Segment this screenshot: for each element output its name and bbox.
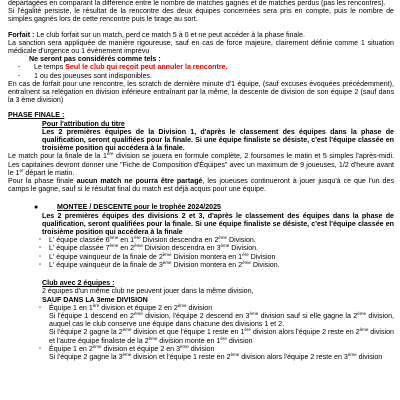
square-bullet-icon: ▫ [39,261,42,268]
phase-finale-text-2-bold: aucun match ne pourra être partagé [76,177,203,186]
club2-item-1: Équipe 1 en 1ère division et équipe 2 en 2ème division [49,302,213,312]
club2-sauf: SAUF DANS LA 3eme DIVISION [42,295,148,304]
phase-finale-bold-block: Les 2 premières équipes de la Division 1, d'après le classement des équipes dans la phase de qualification, seront qualifiées pour la finale. Si une équipe finaliste se désiste, c'est l'équipe classée en troisième position qui accédera à la finale. [42,127,394,153]
montee-item-4: L' équipe vainqueur de la finale de 3ème Division montera en 2ème Division. [49,259,280,269]
phase-finale-text-2 [8,177,394,193]
list-item [8,304,394,312]
not-considered-heading: Ne seront pas considérés comme tels : [29,55,161,64]
list-item [8,244,394,252]
list-item [8,261,394,269]
phase-finale-text-1: Le match pour la finale de la 1ère division se jouera en formule complète, 2 foursomes le matin et 5 simples l'après-midi. Les capitaines devront donner une "Fiche de Composition d'Équipes" avec un maximum de 9 joueuses, 1/2 d'heure avant le 1er départ le matin. [8,151,394,177]
phase-finale-text-2-pre: Pour la phase finale [8,177,77,186]
phase-finale-text-2-post: , les joueuses continueront à jouer jusqu'à ce que l'un des camps le gagne, sauf si le résultat final du match est déjà acquis pour une équipe. [8,177,394,194]
club2-text: 2 équipes d'un même club ne peuvent jouer dans la même division, [42,287,254,296]
list-item [8,253,394,261]
list-item [8,63,394,71]
club2-para-2: Si l'équipe 2 gagne la 2ème division et que l'équipe 1 reste en 1ère division alors l'équipe 2 reste en 2ème division et l'autre équipe finaliste de la 2ème division monte en 1ère division [49,327,394,345]
square-bullet-icon: ▫ [39,245,42,252]
square-bullet-icon: ▫ [39,345,42,352]
montee-item-3: L' équipe vainqueur de la finale de 2ème Division montera en 1ère Division [49,251,276,261]
intro-line-1: départagées en comparant la différence entre le nombre de matches gagnés et de matches perdus (pas les rencontres). [8,0,386,7]
forfait-text-2: La sanction sera appliquée de manière rigoureuse, sauf en cas de force majeure, clairement définie comme 1 situation médicale d'urgence ou 1 évènement imprévu [8,38,394,56]
forfait-bullet-1-red: Seul le club qui reçoit peut annuler la rencontre. [65,63,228,72]
montee-heading [8,203,394,211]
forfait-text-1: Le club forfait sur un match, perd ce match 5 à 0 et ne peut accéder à la phase finale. [34,30,305,39]
square-bullet-icon: ▫ [39,304,42,311]
dash-bullet: - [18,71,21,80]
square-bullet-icon: ▫ [39,253,42,260]
montee-title: MONTEE / DESCENTE pour le trophée 2024/2025 [57,203,221,212]
club2-title: Club avec 2 équipes : [42,279,115,288]
club2-para-3: Si l'équipe 2 gagne la 3ème division et l'équipe 1 reste en 2ème division alors l'équipe 2 reste en 3ème division [49,351,383,361]
document-page [8,0,394,361]
square-bullet-icon: ▫ [39,237,42,244]
forfait-bullet-2: 1 ou des joueuses sont indisponibles. [34,71,152,80]
montee-item-1: L' équipe classée 6ème en 1ère Division descendra en 2ème Division. [49,235,256,245]
forfait-text-3: En cas de forfait pour une rencontre, les scratch de dernière minute d'1 équipe, (sauf excuses évoquées précédemment), entraînent sa relégation en division inférieure entraînant par la même, la descente de division de son équipe 2 (sauf dans la 3 ème division) [8,79,394,105]
montee-item-2: L' équipe classée 7ème en 2ème Division descendra en 3ème Division. [49,243,259,253]
list-item [8,72,394,80]
forfait-bullet-1-text: Le temps [34,63,66,72]
club2-para-1: Si l'équipe 1 descend en 2ème division, l'équipe 2 descend en 3ème division sauf si elle gagne la 2ème division, auquel cas le club conserve une équipe dans chacune des divisions 1 et 2. [49,310,394,329]
phase-finale-title: PHASE FINALE : [8,111,65,120]
forfait-paragraph [8,31,394,39]
club2-item-2: Équipe 1 en 2ème division et équipe 2 en 3ème division [49,343,215,353]
list-item [8,345,394,353]
intro-line-2: Si l'égalité persiste, le résultat de la rencontre des deux équipes concernées sera pris en compte, puis le nombre de simples gagnés lors de cette rencontre puis le tirage au sort. [8,7,394,24]
forfait-label: Forfait : [8,30,35,39]
montee-bold-block: Les 2 premières équipes des divisions 2 et 3, d'après le classement des équipes dans la phase de qualification, seront qualifiées pour la finale. Si une équipe finaliste se désiste, c'est l'équipe classée en troisième position qui accédera à la finale [42,211,394,237]
dash-bullet: - [18,63,21,72]
phase-finale-subtitle: Pour l'attribution du titre [42,119,125,128]
bullet-dot-icon: ● [34,203,39,212]
